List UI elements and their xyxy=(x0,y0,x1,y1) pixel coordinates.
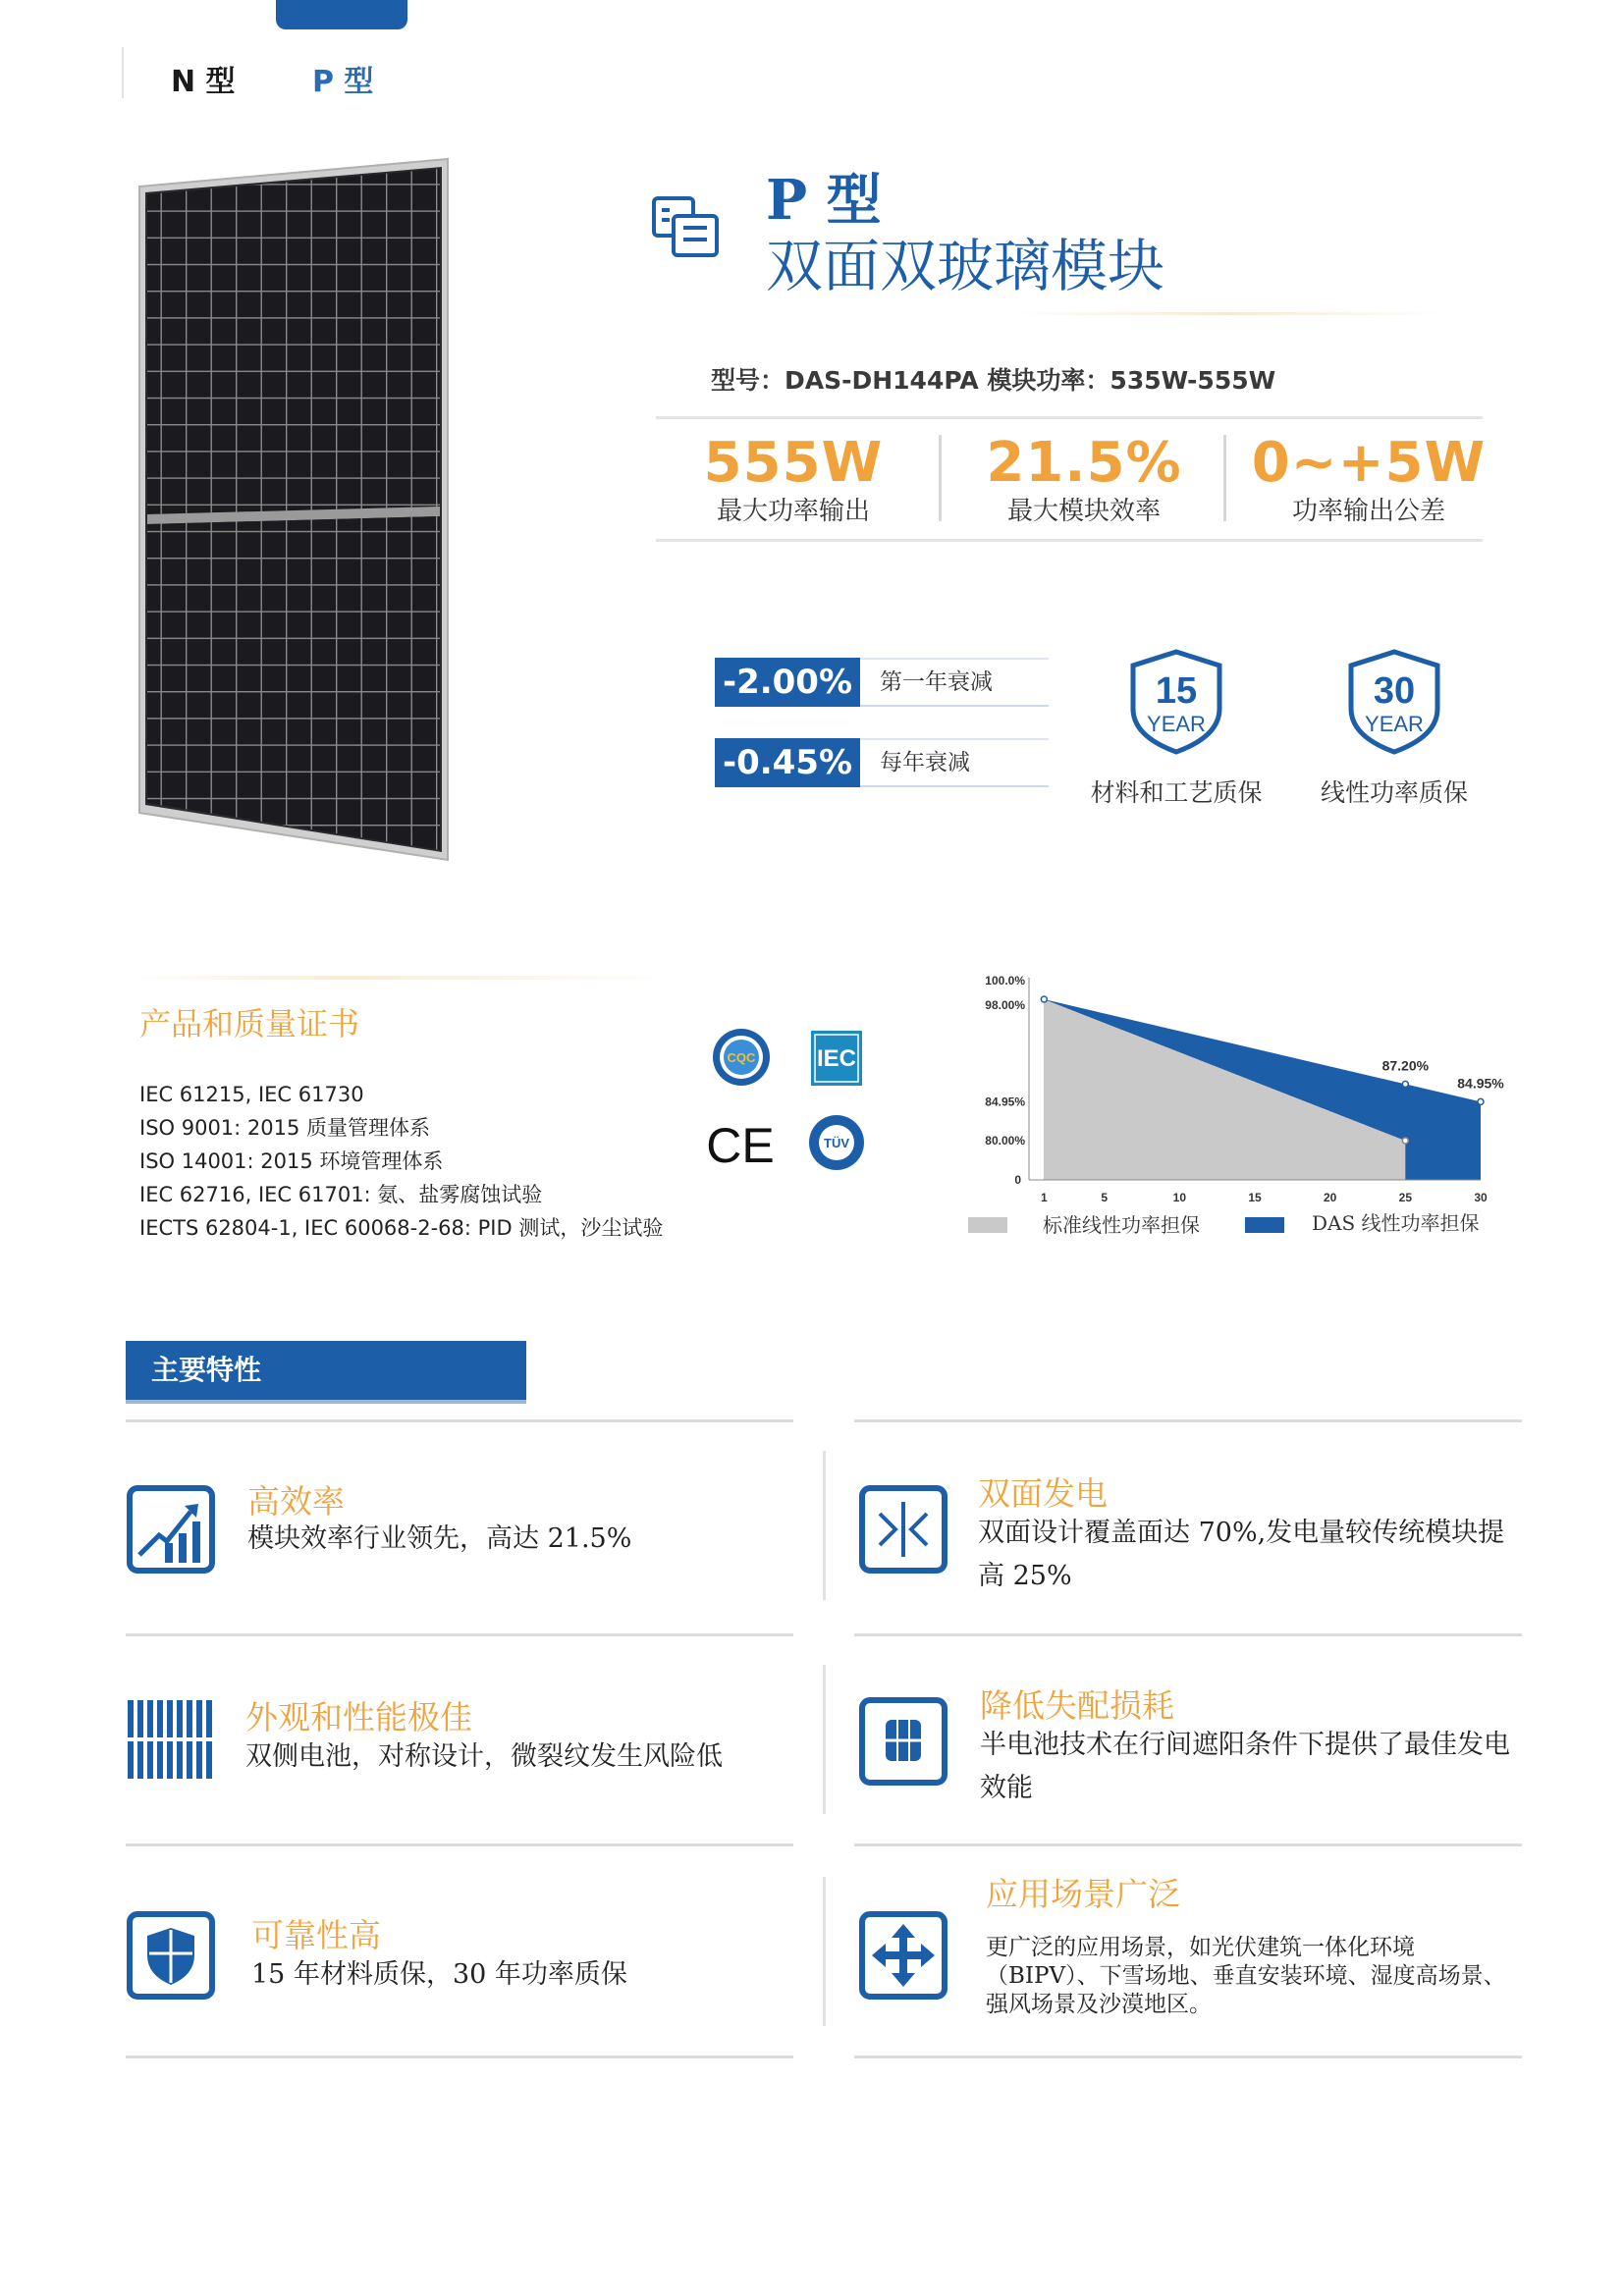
certificates-title: 产品和质量证书 xyxy=(139,1005,360,1042)
stat-separator xyxy=(1223,435,1226,521)
tab-n-type[interactable]: N 型 xyxy=(171,65,236,99)
bifacial-icon xyxy=(858,1484,948,1575)
y-tick-label: 80.00% xyxy=(985,1134,1025,1148)
divider xyxy=(823,1451,826,1600)
das-point xyxy=(1478,1098,1484,1104)
feature-title: 降低失配损耗 xyxy=(980,1686,1174,1725)
warranty-caption: 线性功率质保 xyxy=(1320,778,1468,807)
efficiency-chart-icon xyxy=(126,1484,216,1575)
degradation-underline xyxy=(860,785,1049,787)
warranty-unit: YEAR xyxy=(1147,712,1206,736)
half-cell-icon xyxy=(858,1696,948,1787)
shield-icon xyxy=(126,1910,216,2001)
x-tick-label: 15 xyxy=(1248,1191,1262,1204)
module-icon xyxy=(650,194,723,259)
divider xyxy=(126,1633,793,1636)
y-zero-label: 0 xyxy=(1014,1173,1021,1187)
certificates-list xyxy=(139,1078,663,1245)
warranty-number: 15 xyxy=(1155,670,1198,712)
certificate-item: IECTS 62804-1, IEC 60068-2-68: PID 测试，沙尘试验 xyxy=(139,1216,664,1240)
product-type-title: P 型 xyxy=(766,168,882,233)
x-tick-label: 1 xyxy=(1040,1191,1048,1204)
annotation-label: 87.20% xyxy=(1381,1057,1430,1074)
divider xyxy=(854,1843,1522,1846)
tuv-text: TÜV xyxy=(824,1136,849,1150)
divider xyxy=(854,1633,1522,1636)
certificate-item: IEC 62716, IEC 61701: 氨、盐雾腐蚀试验 xyxy=(139,1183,543,1206)
standard-point xyxy=(1402,1138,1408,1144)
stat-label: 最大模块效率 xyxy=(1006,497,1161,526)
cell-grid-icon xyxy=(126,1696,216,1787)
legend-label-standard: 标准线性功率担保 xyxy=(1043,1213,1200,1237)
stat-value: 555W xyxy=(703,431,884,495)
certificate-item: ISO 9001: 2015 质量管理体系 xyxy=(139,1116,431,1140)
divider xyxy=(823,1665,826,1814)
feature-desc: 半电池技术在行间遮阳条件下提供了最佳发电效能 xyxy=(980,1730,1510,1803)
feature-title: 双面发电 xyxy=(978,1474,1108,1513)
title-underline xyxy=(1011,312,1443,315)
das-point xyxy=(1041,996,1047,1002)
feature-title: 应用场景广泛 xyxy=(986,1875,1180,1913)
feature-title: 可靠性高 xyxy=(251,1916,381,1954)
annotation-label: 84.95% xyxy=(1457,1075,1504,1092)
certificates-top-line xyxy=(128,976,677,980)
stat-value: 21.5% xyxy=(986,431,1182,495)
x-tick-label: 5 xyxy=(1101,1191,1109,1204)
warranty-number: 30 xyxy=(1373,670,1416,712)
certificate-item: IEC 61215, IEC 61730 xyxy=(139,1083,364,1106)
stat-label: 功率输出公差 xyxy=(1291,497,1445,526)
x-tick-label: 30 xyxy=(1474,1191,1488,1204)
degradation-label: 每年衰减 xyxy=(880,750,970,775)
stat-max-power xyxy=(656,431,931,527)
legend-swatch-das xyxy=(1245,1217,1284,1233)
degradation-value: -2.00% xyxy=(715,658,860,707)
y-tick-label: 84.95% xyxy=(985,1095,1025,1109)
divider xyxy=(854,2056,1522,2058)
features-header: 主要特性 xyxy=(126,1341,526,1400)
model-info: 型号：DAS-DH144PA 模块功率：535W-555W xyxy=(711,366,1276,395)
feature-desc: 双侧电池，对称设计，微裂纹发生风险低 xyxy=(245,1741,723,1772)
iec-text: IEC xyxy=(816,1045,857,1072)
divider xyxy=(126,1419,793,1422)
x-tick-label: 20 xyxy=(1323,1191,1337,1204)
x-tick-label: 25 xyxy=(1398,1191,1413,1204)
tab-divider xyxy=(122,47,124,98)
power-warranty-chart xyxy=(960,972,1510,1266)
degradation-label: 第一年衰减 xyxy=(880,669,993,695)
cqc-text: CQC xyxy=(727,1050,756,1065)
solar-panel-image xyxy=(135,157,450,862)
y-tick-label: 98.00% xyxy=(985,998,1025,1012)
y-tick-label: 100.0% xyxy=(985,974,1025,988)
feature-desc: 更广泛的应用场景，如光伏建筑一体化环境（BIPV）、下雪场地、垂直安装环境、湿度高场景、强风场景及沙漠地区。 xyxy=(986,1935,1506,2017)
product-name-title: 双面双玻璃模块 xyxy=(766,233,1165,299)
tuv-logo xyxy=(807,1113,866,1172)
arrows-move-icon xyxy=(858,1910,948,2001)
iec-logo xyxy=(811,1031,862,1086)
warranty-unit: YEAR xyxy=(1365,712,1424,736)
warranty-30-year-badge xyxy=(1345,648,1443,756)
das-point xyxy=(1402,1081,1408,1087)
features-header-underline xyxy=(126,1400,526,1404)
feature-title: 外观和性能极佳 xyxy=(245,1698,472,1736)
degradation-first-year xyxy=(715,658,1049,707)
degradation-underline xyxy=(860,705,1049,707)
certificate-item: ISO 14001: 2015 环境管理体系 xyxy=(139,1149,444,1173)
divider xyxy=(126,2056,793,2058)
degradation-annual xyxy=(715,738,1049,787)
stats-panel xyxy=(656,416,1487,542)
warranty-caption: 材料和工艺质保 xyxy=(1090,778,1263,807)
divider xyxy=(854,1419,1522,1422)
legend-label-das: DAS 线性功率担保 xyxy=(1312,1211,1480,1235)
stat-value: 0~+5W xyxy=(1251,431,1487,495)
tab-p-type[interactable]: P 型 xyxy=(312,65,374,99)
stat-power-tolerance xyxy=(1231,431,1506,527)
top-tab-indicator xyxy=(276,0,407,29)
stat-max-efficiency xyxy=(947,431,1221,527)
feature-desc: 15 年材料质保，30 年功率质保 xyxy=(251,1959,627,1990)
degradation-value: -0.45% xyxy=(715,738,860,787)
stat-separator xyxy=(939,435,942,521)
divider xyxy=(126,1843,793,1846)
ce-text: CE xyxy=(707,1118,774,1172)
stat-label: 最大功率输出 xyxy=(716,497,870,526)
feature-title: 高效率 xyxy=(247,1482,345,1521)
ce-mark xyxy=(707,1117,774,1172)
cqc-logo xyxy=(711,1027,772,1088)
feature-desc: 双面设计覆盖面达 70%,发电量较传统模块提高 25% xyxy=(978,1518,1505,1591)
feature-desc: 模块效率行业领先，高达 21.5% xyxy=(247,1523,632,1554)
divider xyxy=(823,1877,826,2026)
warranty-15-year-badge xyxy=(1127,648,1225,756)
x-tick-label: 10 xyxy=(1172,1191,1187,1204)
legend-swatch-standard xyxy=(968,1217,1007,1233)
